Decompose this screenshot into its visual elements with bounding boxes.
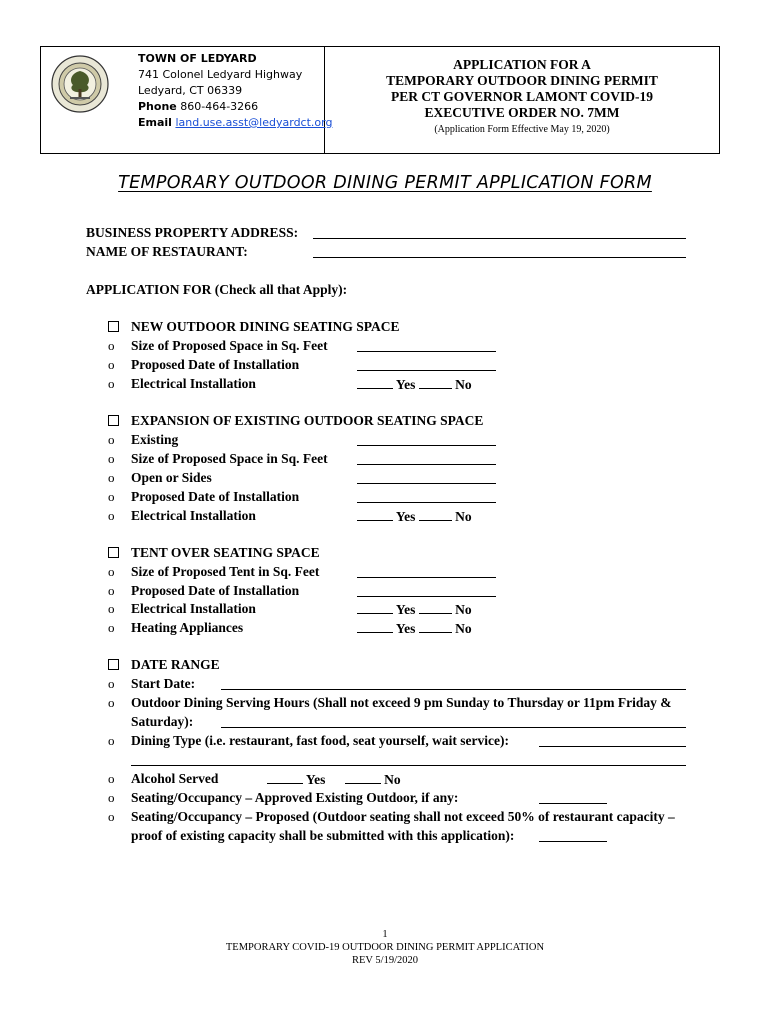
tent-heating-label: Heating Appliances: [131, 620, 244, 635]
expansion-checkbox[interactable]: [108, 415, 119, 426]
yes-blank[interactable]: [357, 600, 393, 614]
bullet: o: [108, 771, 115, 786]
phone-number: 860-464-3266: [180, 100, 259, 113]
title-line-2: TEMPORARY OUTDOOR DINING PERMIT: [386, 73, 658, 88]
yes-label: Yes: [305, 772, 326, 787]
new-seating-checkbox[interactable]: [108, 321, 119, 332]
tent-size-field[interactable]: [357, 577, 496, 578]
yes-blank[interactable]: [357, 507, 393, 521]
bullet: o: [108, 432, 115, 447]
no-blank[interactable]: [345, 770, 381, 784]
bullet: o: [108, 357, 115, 372]
expansion-electrical-label: Electrical Installation: [131, 508, 256, 523]
business-address-label: BUSINESS PROPERTY ADDRESS:: [86, 225, 299, 240]
new-electrical-yes-no: [357, 375, 472, 394]
email-link[interactable]: land.use.asst@ledyardct.org: [175, 116, 333, 129]
date-range-heading: DATE RANGE: [131, 657, 220, 672]
new-electrical-label: Electrical Installation: [131, 376, 256, 391]
no-blank[interactable]: [419, 375, 452, 389]
start-date-label: Start Date:: [131, 676, 196, 691]
yes-label: Yes: [395, 509, 416, 524]
expansion-existing-label: Existing: [131, 432, 179, 447]
yes-blank[interactable]: [267, 770, 303, 784]
start-date-field[interactable]: [221, 689, 686, 690]
yes-blank[interactable]: [357, 375, 393, 389]
expansion-open-sides-field[interactable]: [357, 483, 496, 484]
address-line-2: Ledyard, CT 06339: [138, 84, 243, 97]
tent-checkbox[interactable]: [108, 547, 119, 558]
bullet: o: [108, 470, 115, 485]
expansion-size-label: Size of Proposed Space in Sq. Feet: [131, 451, 328, 466]
bullet: o: [108, 451, 115, 466]
form-title-text: TEMPORARY OUTDOOR DINING PERMIT APPLICATION FORM: [118, 173, 652, 193]
application-for-label: APPLICATION FOR (Check all that Apply):: [86, 282, 348, 297]
new-seating-heading: NEW OUTDOOR DINING SEATING SPACE: [131, 319, 400, 334]
tent-electrical-label: Electrical Installation: [131, 601, 256, 616]
no-label: No: [455, 621, 472, 636]
tent-heating-yes-no: [357, 619, 472, 638]
title-line-4: EXECUTIVE ORDER NO. 7MM: [424, 105, 620, 120]
restaurant-name-label: NAME OF RESTAURANT:: [86, 244, 248, 259]
bullet: o: [108, 376, 115, 391]
tent-size-label: Size of Proposed Tent in Sq. Feet: [131, 564, 320, 579]
bullet: o: [108, 809, 115, 824]
no-blank[interactable]: [419, 600, 452, 614]
business-address-field[interactable]: [313, 238, 686, 239]
footer-revision: REV 5/19/2020: [351, 955, 419, 966]
expansion-existing-field[interactable]: [357, 445, 496, 446]
bullet: o: [108, 583, 115, 598]
no-label: No: [455, 377, 472, 392]
new-install-date-label: Proposed Date of Installation: [131, 357, 300, 372]
occupancy-proposed-field[interactable]: [539, 841, 607, 842]
town-contact-panel: [41, 47, 333, 153]
occupancy-existing-label: Seating/Occupancy – Approved Existing Outdoor, if any:: [131, 790, 459, 805]
bullet: o: [108, 489, 115, 504]
serving-hours-field[interactable]: [221, 727, 686, 728]
town-seal-icon: [51, 55, 109, 113]
tent-electrical-yes-no: [357, 600, 472, 619]
bullet: o: [108, 601, 115, 616]
expansion-size-field[interactable]: [357, 464, 496, 465]
expansion-electrical-yes-no: [357, 507, 472, 526]
dining-type-label: Dining Type (i.e. restaurant, fast food, seat yourself, wait service):: [131, 733, 509, 748]
title-line-3: PER CT GOVERNOR LAMONT COVID-19: [390, 89, 654, 104]
occupancy-proposed-label-cont: proof of existing capacity shall be submitted with this application):: [131, 828, 515, 843]
expansion-install-date-field[interactable]: [357, 502, 496, 503]
restaurant-name-field[interactable]: [313, 257, 686, 258]
address-line-1: 741 Colonel Ledyard Highway: [138, 68, 303, 81]
new-install-date-field[interactable]: [357, 370, 496, 371]
town-name: TOWN OF LEDYARD: [138, 52, 257, 65]
bullet: o: [108, 676, 115, 691]
serving-hours-label-cont: Saturday):: [131, 714, 194, 729]
tent-install-date-label: Proposed Date of Installation: [131, 583, 300, 598]
new-size-field[interactable]: [357, 351, 496, 352]
letterhead-box: [40, 46, 720, 154]
bullet: o: [108, 338, 115, 353]
page-number: 1: [382, 929, 388, 940]
bullet: o: [108, 508, 115, 523]
date-range-checkbox[interactable]: [108, 659, 119, 670]
bullet: o: [108, 695, 115, 710]
town-info: [138, 51, 333, 131]
bullet: o: [108, 733, 115, 748]
bullet: o: [108, 564, 115, 579]
yes-blank[interactable]: [357, 619, 393, 633]
expansion-install-date-label: Proposed Date of Installation: [131, 489, 300, 504]
no-blank[interactable]: [419, 619, 452, 633]
email-label: Email: [138, 116, 172, 129]
alcohol-served-label: Alcohol Served: [131, 771, 219, 786]
expansion-open-sides-label: Open or Sides: [131, 470, 212, 485]
tent-install-date-field[interactable]: [357, 596, 496, 597]
no-label: No: [455, 602, 472, 617]
occupancy-proposed-label: Seating/Occupancy – Proposed (Outdoor seating shall not exceed 50% of restaurant capacity –: [131, 809, 675, 824]
phone-label: Phone: [138, 100, 177, 113]
footer-title: TEMPORARY COVID-19 OUTDOOR DINING PERMIT APPLICATION: [225, 942, 545, 953]
dining-type-field-cont[interactable]: [131, 765, 686, 766]
expansion-heading: EXPANSION OF EXISTING OUTDOOR SEATING SPACE: [131, 413, 484, 428]
bullet: o: [108, 620, 115, 635]
no-blank[interactable]: [419, 507, 452, 521]
serving-hours-label: Outdoor Dining Serving Hours (Shall not exceed 9 pm Sunday to Thursday or 11pm Friday &: [131, 695, 672, 710]
dining-type-field[interactable]: [539, 746, 686, 747]
tent-heading: TENT OVER SEATING SPACE: [131, 545, 320, 560]
yes-label: Yes: [395, 621, 416, 636]
no-label: No: [455, 509, 472, 524]
yes-label: Yes: [395, 602, 416, 617]
title-line-1: APPLICATION FOR A: [453, 57, 591, 72]
new-size-label: Size of Proposed Space in Sq. Feet: [131, 338, 328, 353]
no-label: No: [384, 772, 401, 787]
effective-date-note: (Application Form Effective May 19, 2020): [434, 124, 610, 135]
yes-label: Yes: [395, 377, 416, 392]
alcohol-yes-no: [267, 770, 401, 789]
page-footer: [0, 928, 770, 967]
application-title-panel: [325, 47, 719, 153]
form-title: [0, 173, 770, 193]
occupancy-existing-field[interactable]: [539, 803, 607, 804]
bullet: o: [108, 790, 115, 805]
